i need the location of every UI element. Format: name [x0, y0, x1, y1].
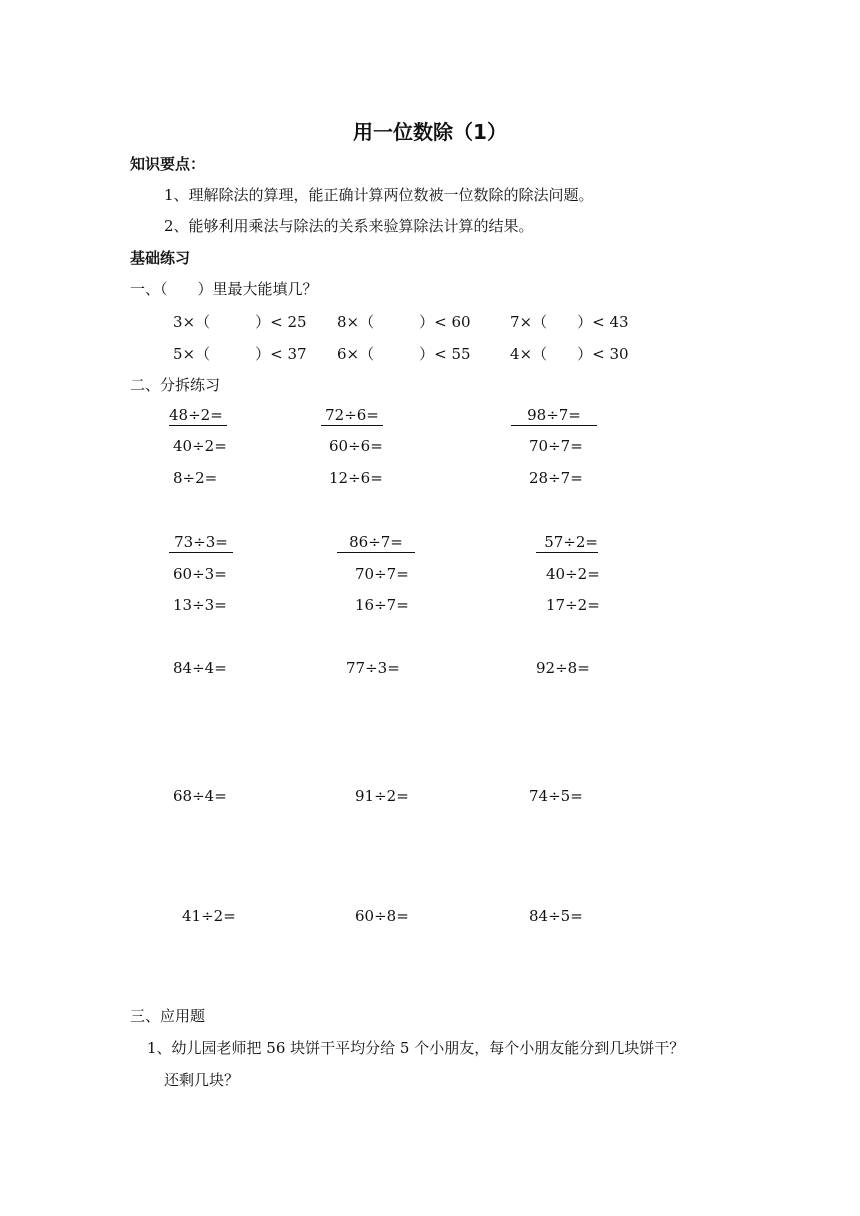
division-problem: 84÷5=	[529, 907, 583, 925]
section2-heading: 二、分拆练习	[130, 376, 221, 394]
split-step: 17÷2=	[546, 596, 600, 614]
division-problem: 41÷2=	[182, 907, 236, 925]
split-step: 60÷3=	[173, 565, 227, 583]
split-step: 13÷3=	[173, 596, 227, 614]
split-step: 60÷6=	[329, 437, 383, 455]
basics-heading: 基础练习	[130, 249, 191, 267]
section1-heading: 一、（ ）里最大能填几？	[130, 280, 318, 298]
fill-blank-item: 3×（ ）< 25	[173, 313, 307, 331]
split-step: 16÷7=	[355, 596, 409, 614]
knowledge-heading: 知识要点：	[130, 155, 206, 173]
fill-blank-item: 8×（ ）< 60	[337, 313, 471, 331]
fill-blank-item: 7×（ ）< 43	[510, 313, 629, 331]
split-step: 8÷2=	[173, 469, 218, 487]
division-problem: 68÷4=	[173, 787, 227, 805]
split-step: 28÷7=	[529, 469, 583, 487]
split-problem: 48÷2=	[169, 406, 227, 426]
division-problem: 92÷8=	[536, 659, 590, 677]
split-step: 70÷7=	[355, 565, 409, 583]
split-problem: 86÷7=	[337, 533, 415, 553]
split-problem: 72÷6=	[321, 406, 383, 426]
split-step: 70÷7=	[529, 437, 583, 455]
page-title: 用一位数除（1）	[353, 120, 507, 144]
section3-heading: 三、应用题	[130, 1007, 206, 1025]
split-problem: 73÷3=	[169, 533, 233, 553]
division-problem: 74÷5=	[529, 787, 583, 805]
division-problem: 91÷2=	[355, 787, 409, 805]
split-problem: 98÷7=	[511, 406, 597, 426]
split-step: 12÷6=	[329, 469, 383, 487]
split-problem: 57÷2=	[536, 533, 598, 553]
division-problem: 77÷3=	[346, 659, 400, 677]
split-step: 40÷2=	[173, 437, 227, 455]
word-problem-line-2: 还剩几块？	[164, 1071, 240, 1089]
fill-blank-item: 5×（ ）< 37	[173, 345, 307, 363]
knowledge-point-2: 2、能够利用乘法与除法的关系来验算除法计算的结果。	[164, 217, 534, 235]
fill-blank-item: 4×（ ）< 30	[510, 345, 629, 363]
division-problem: 60÷8=	[355, 907, 409, 925]
word-problem-line-1: 1、幼儿园老师把 56 块饼干平均分给 5 个小朋友，每个小朋友能分到几块饼干？	[147, 1039, 685, 1057]
division-problem: 84÷4=	[173, 659, 227, 677]
split-step: 40÷2=	[546, 565, 600, 583]
knowledge-point-1: 1、理解除法的算理，能正确计算两位数被一位数除的除法问题。	[164, 186, 594, 204]
fill-blank-item: 6×（ ）< 55	[337, 345, 471, 363]
